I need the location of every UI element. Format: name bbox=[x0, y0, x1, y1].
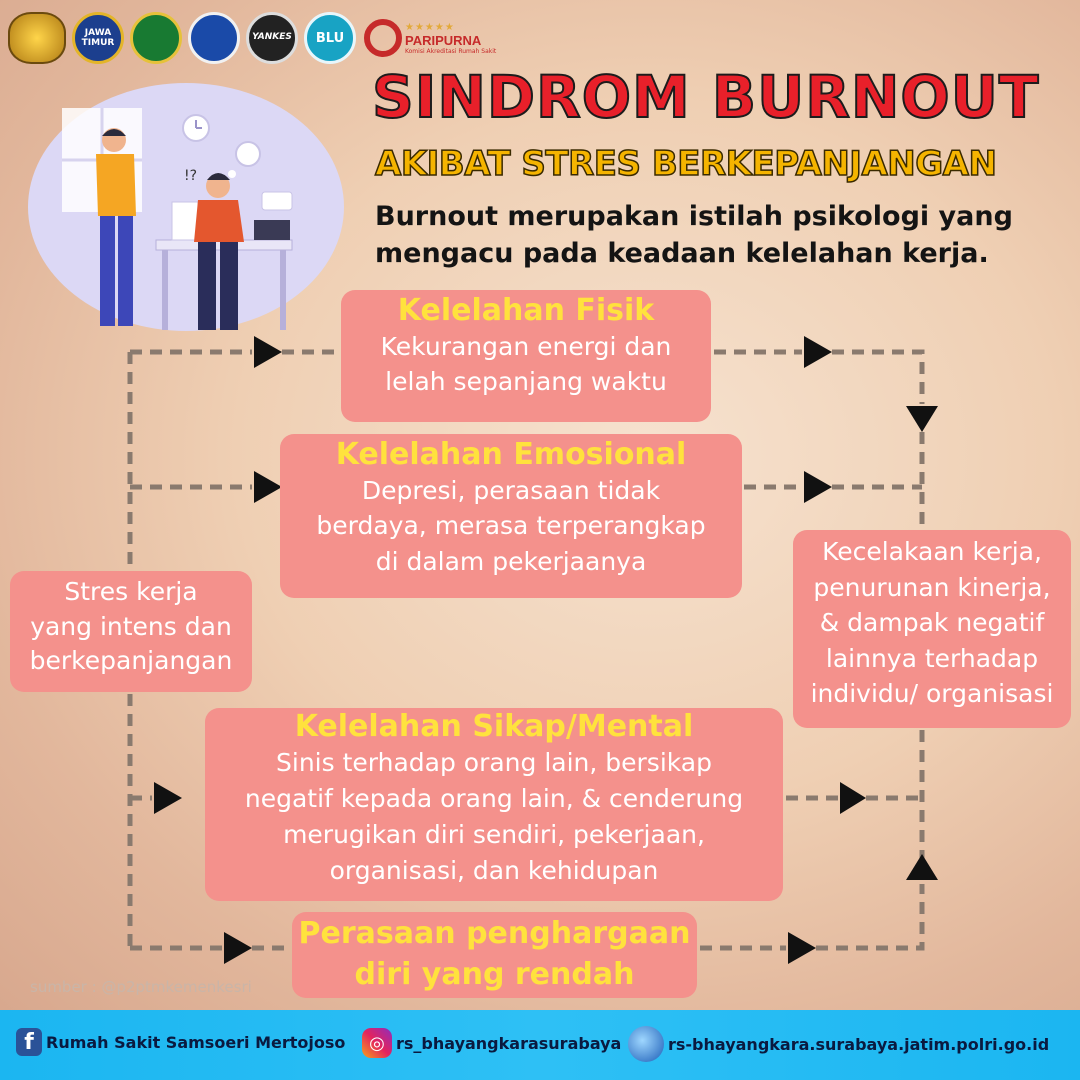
intro-line: mengacu pada keadaan kelelahan kerja. bbox=[375, 238, 989, 270]
connector-from-box1-b bbox=[832, 352, 922, 404]
arrow-right-icon bbox=[788, 932, 816, 964]
symptom-line: Sinis terhadap orang lain, bersikap bbox=[276, 747, 712, 777]
logo-strip bbox=[8, 8, 496, 68]
arrow-right-icon bbox=[254, 471, 282, 503]
symptom-title: Kelelahan Fisik bbox=[397, 293, 655, 328]
paripurna-stars: ★★★★★ bbox=[405, 21, 455, 33]
page-title: SINDROM BURNOUT bbox=[372, 63, 1040, 131]
globe-icon bbox=[628, 1026, 664, 1062]
effect-line: Kecelakaan kerja, bbox=[822, 537, 1042, 566]
footer-instagram[interactable] bbox=[362, 1028, 621, 1058]
arrow-down-icon bbox=[906, 406, 938, 432]
arrow-right-icon bbox=[804, 336, 832, 368]
symptom-box-physical bbox=[341, 290, 711, 422]
paripurna-sub: Komisi Akreditasi Rumah Sakit bbox=[405, 47, 497, 55]
symptom-line: Depresi, perasaan tidak bbox=[361, 475, 661, 505]
arrow-up-icon bbox=[906, 854, 938, 880]
symptom-line: negatif kepada orang lain, & cenderung bbox=[244, 783, 744, 813]
footer-bar bbox=[0, 1010, 1080, 1080]
effect-line: penurunan kinerja, bbox=[813, 572, 1051, 602]
cause-line: yang intens dan bbox=[30, 611, 232, 641]
symptom-line: merugikan diri sendiri, pekerjaan, bbox=[283, 819, 705, 849]
page-subtitle: AKIBAT STRES BERKEPANJANGAN bbox=[375, 144, 997, 184]
effect-line: lainnya terhadap bbox=[825, 643, 1039, 673]
paripurna-q-icon bbox=[364, 19, 402, 57]
symptom-line: Kekurangan energi dan bbox=[380, 331, 672, 361]
logo-label: BLU bbox=[315, 30, 345, 46]
police-emblem-logo bbox=[8, 12, 66, 64]
cause-box bbox=[10, 571, 252, 692]
symptom-box-mental bbox=[205, 708, 783, 901]
effect-line: individu/ organisasi bbox=[810, 679, 1054, 708]
blu-logo bbox=[304, 12, 356, 64]
source-credit: sumber : @p2ptmkemenkesri bbox=[30, 978, 252, 996]
symptom-box-emotional bbox=[280, 434, 742, 598]
cause-line: Stres kerja bbox=[64, 577, 198, 606]
arrow-right-icon bbox=[804, 471, 832, 503]
symptom-title: Perasaan penghargaan bbox=[298, 916, 691, 951]
symptom-line: di dalam pekerjaanya bbox=[375, 546, 647, 576]
bhayangkara-logo bbox=[188, 12, 240, 64]
intro-line: Burnout merupakan istilah psikologi yang bbox=[375, 201, 1013, 232]
facebook-icon: f bbox=[16, 1028, 42, 1056]
footer-website[interactable] bbox=[628, 1026, 1049, 1062]
symptom-line: berdaya, merasa terperangkap bbox=[316, 511, 706, 540]
paripurna-name: PARIPURNA bbox=[405, 32, 482, 48]
symptom-title: Kelelahan Sikap/Mental bbox=[294, 709, 694, 744]
stressed-worker-illustration bbox=[22, 82, 344, 332]
medical-corps-logo bbox=[130, 12, 182, 64]
yankes-logo bbox=[246, 12, 298, 64]
paripurna-logo bbox=[364, 19, 496, 57]
symptom-title: diri yang rendah bbox=[354, 956, 635, 992]
instagram-icon: ◎ bbox=[362, 1028, 392, 1058]
effect-box bbox=[793, 530, 1071, 728]
arrow-right-icon bbox=[254, 336, 282, 368]
logo-label: JAWA TIMUR bbox=[81, 28, 115, 48]
effect-line: & dampak negatif bbox=[819, 608, 1045, 637]
svg-text:!?: !? bbox=[184, 168, 198, 184]
arrow-right-icon bbox=[224, 932, 252, 964]
website-link[interactable]: rs-bhayangkara.surabaya.jatim.polri.go.id bbox=[668, 1034, 1050, 1054]
arrow-right-icon bbox=[840, 782, 866, 814]
symptom-title: Kelelahan Emosional bbox=[335, 437, 687, 472]
connector-from-box4-b bbox=[816, 884, 922, 948]
instagram-link[interactable]: rs_bhayangkarasurabaya bbox=[396, 1033, 622, 1053]
symptom-line: lelah sepanjang waktu bbox=[385, 367, 667, 396]
cause-line: berkepanjangan bbox=[29, 646, 233, 675]
intro-text bbox=[375, 198, 1065, 273]
jatim-police-logo bbox=[72, 12, 124, 64]
symptom-line: organisasi, dan kehidupan bbox=[329, 855, 659, 885]
symptom-box-self-esteem bbox=[292, 912, 697, 998]
facebook-link[interactable]: Rumah Sakit Samsoeri Mertojoso bbox=[46, 1032, 346, 1052]
footer-facebook[interactable] bbox=[16, 1028, 345, 1056]
logo-label: YANKES bbox=[252, 32, 292, 43]
arrow-right-icon bbox=[154, 782, 182, 814]
